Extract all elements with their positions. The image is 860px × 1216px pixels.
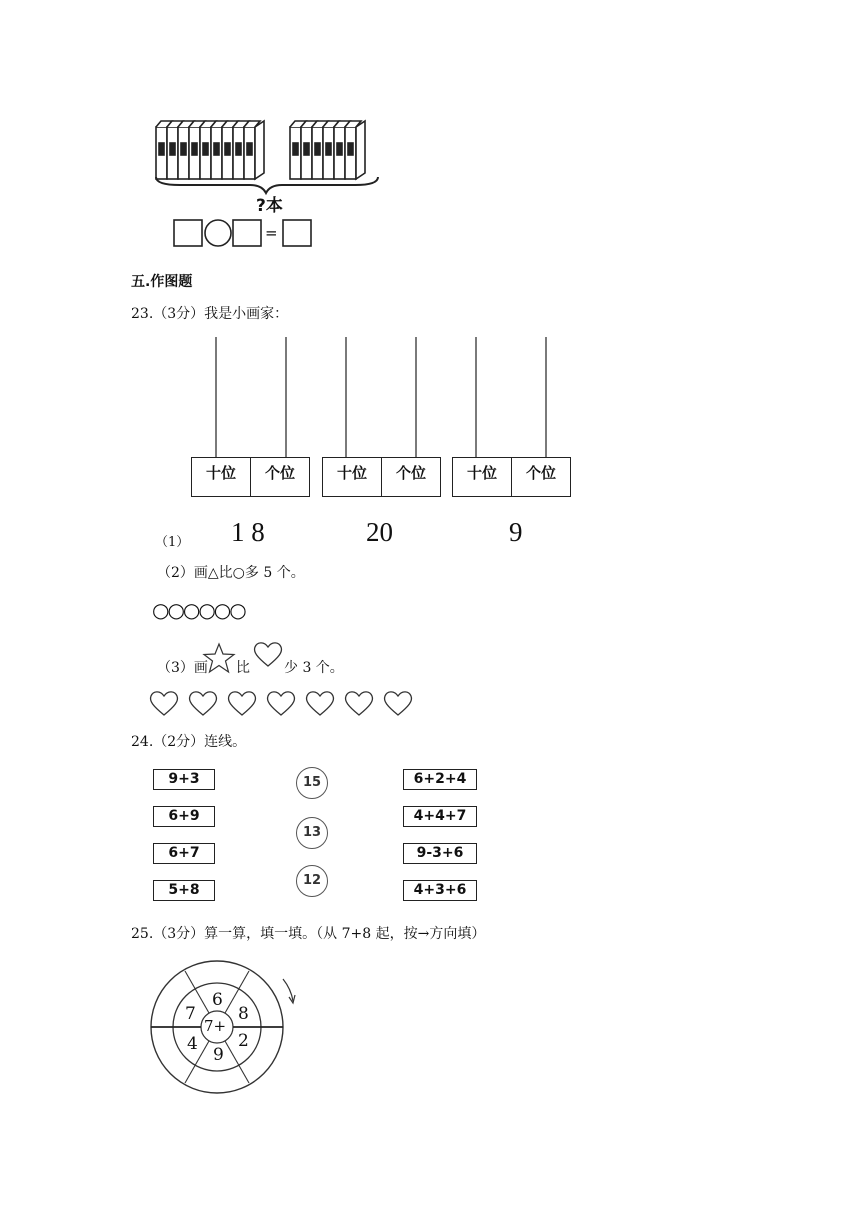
book-label	[337, 143, 342, 155]
part3-prefix: （3）画	[157, 660, 208, 676]
book-label	[326, 143, 331, 155]
right-expression-box[interactable]: 6+2+4	[403, 769, 477, 790]
question-label: ?本	[256, 196, 283, 216]
book-label	[159, 143, 164, 155]
left-expression-box[interactable]: 5+8	[153, 880, 215, 901]
book-label	[315, 143, 320, 155]
wheel-number: 2	[238, 1031, 249, 1051]
book-label	[247, 143, 252, 155]
place-value-box-1	[191, 457, 310, 497]
heart-icon	[307, 692, 334, 715]
number-20: 20	[366, 517, 393, 547]
book-label	[348, 143, 353, 155]
wheel-center: 7+	[204, 1017, 227, 1035]
blank-square-2	[233, 220, 261, 246]
book-label	[214, 143, 219, 155]
heart-icon	[190, 692, 217, 715]
place-value-box-3	[452, 457, 571, 497]
book-face	[356, 121, 365, 179]
answer-circle[interactable]: 15	[296, 767, 328, 799]
number-18: 1 8	[231, 517, 265, 547]
book-label	[293, 143, 298, 155]
part1-label: （1）	[155, 535, 190, 550]
blank-answer-square	[283, 220, 311, 246]
wheel-number: 7	[185, 1004, 196, 1024]
left-expression-box[interactable]: 6+7	[153, 843, 215, 864]
books-illustration	[150, 115, 390, 195]
book-label	[225, 143, 230, 155]
heart-icon	[253, 641, 283, 669]
number-9: 9	[509, 517, 523, 547]
place-value-box-2	[322, 457, 441, 497]
hearts-row	[150, 688, 430, 718]
q23-title: 23.（3分）我是小画家：	[131, 306, 289, 322]
book-stack-left	[156, 121, 264, 179]
left-expression-box[interactable]: 6+9	[153, 806, 215, 827]
abacus-rods	[190, 337, 590, 467]
book-label	[203, 143, 208, 155]
right-expression-box[interactable]: 9-3+6	[403, 843, 477, 864]
wheel-number: 9	[213, 1045, 224, 1065]
blank-square-1	[174, 220, 202, 246]
heart-icon	[346, 692, 373, 715]
part2-text: （2）画△比○多 5 个。	[157, 565, 305, 581]
star-icon	[203, 643, 235, 673]
answer-circle[interactable]: 13	[296, 817, 328, 849]
heart-icon	[385, 692, 412, 715]
part3-mid: 比	[236, 660, 250, 676]
left-expression-box[interactable]: 9+3	[153, 769, 215, 790]
ones-label: 个位	[395, 464, 426, 482]
blank-operator-circle	[205, 220, 231, 246]
part2-circles: ○○○○○○	[152, 598, 245, 622]
direction-arrow-icon	[283, 979, 293, 1001]
right-expression-box[interactable]: 4+4+7	[403, 806, 477, 827]
book-label	[170, 143, 175, 155]
book-label	[181, 143, 186, 155]
equals-sign: =	[265, 224, 278, 242]
equation-shapes[interactable]	[173, 219, 313, 249]
heart-icon	[229, 692, 256, 715]
part3-suffix: 少 3 个。	[284, 660, 344, 676]
q24-title: 24.（2分）连线。	[131, 734, 247, 750]
wheel-number: 6	[212, 990, 223, 1010]
heart-icon	[151, 692, 178, 715]
tens-label: 十位	[192, 458, 251, 496]
right-expression-box[interactable]: 4+3+6	[403, 880, 477, 901]
answer-circle[interactable]: 12	[296, 865, 328, 897]
wheel-number: 8	[238, 1004, 249, 1024]
wheel-number: 4	[187, 1034, 198, 1054]
section-title: 五.作图题	[131, 274, 193, 290]
tens-label: 十位	[323, 458, 382, 496]
tens-label: 十位	[453, 458, 512, 496]
book-label	[192, 143, 197, 155]
ones-label: 个位	[264, 464, 295, 482]
q25-title: 25.（3分）算一算，填一填。（从 7+8 起，按→方向填）	[131, 926, 486, 942]
heart-icon	[268, 692, 295, 715]
book-face	[255, 121, 264, 179]
book-label	[236, 143, 241, 155]
ones-label: 个位	[525, 464, 556, 482]
book-stack-right	[290, 121, 365, 179]
book-label	[304, 143, 309, 155]
